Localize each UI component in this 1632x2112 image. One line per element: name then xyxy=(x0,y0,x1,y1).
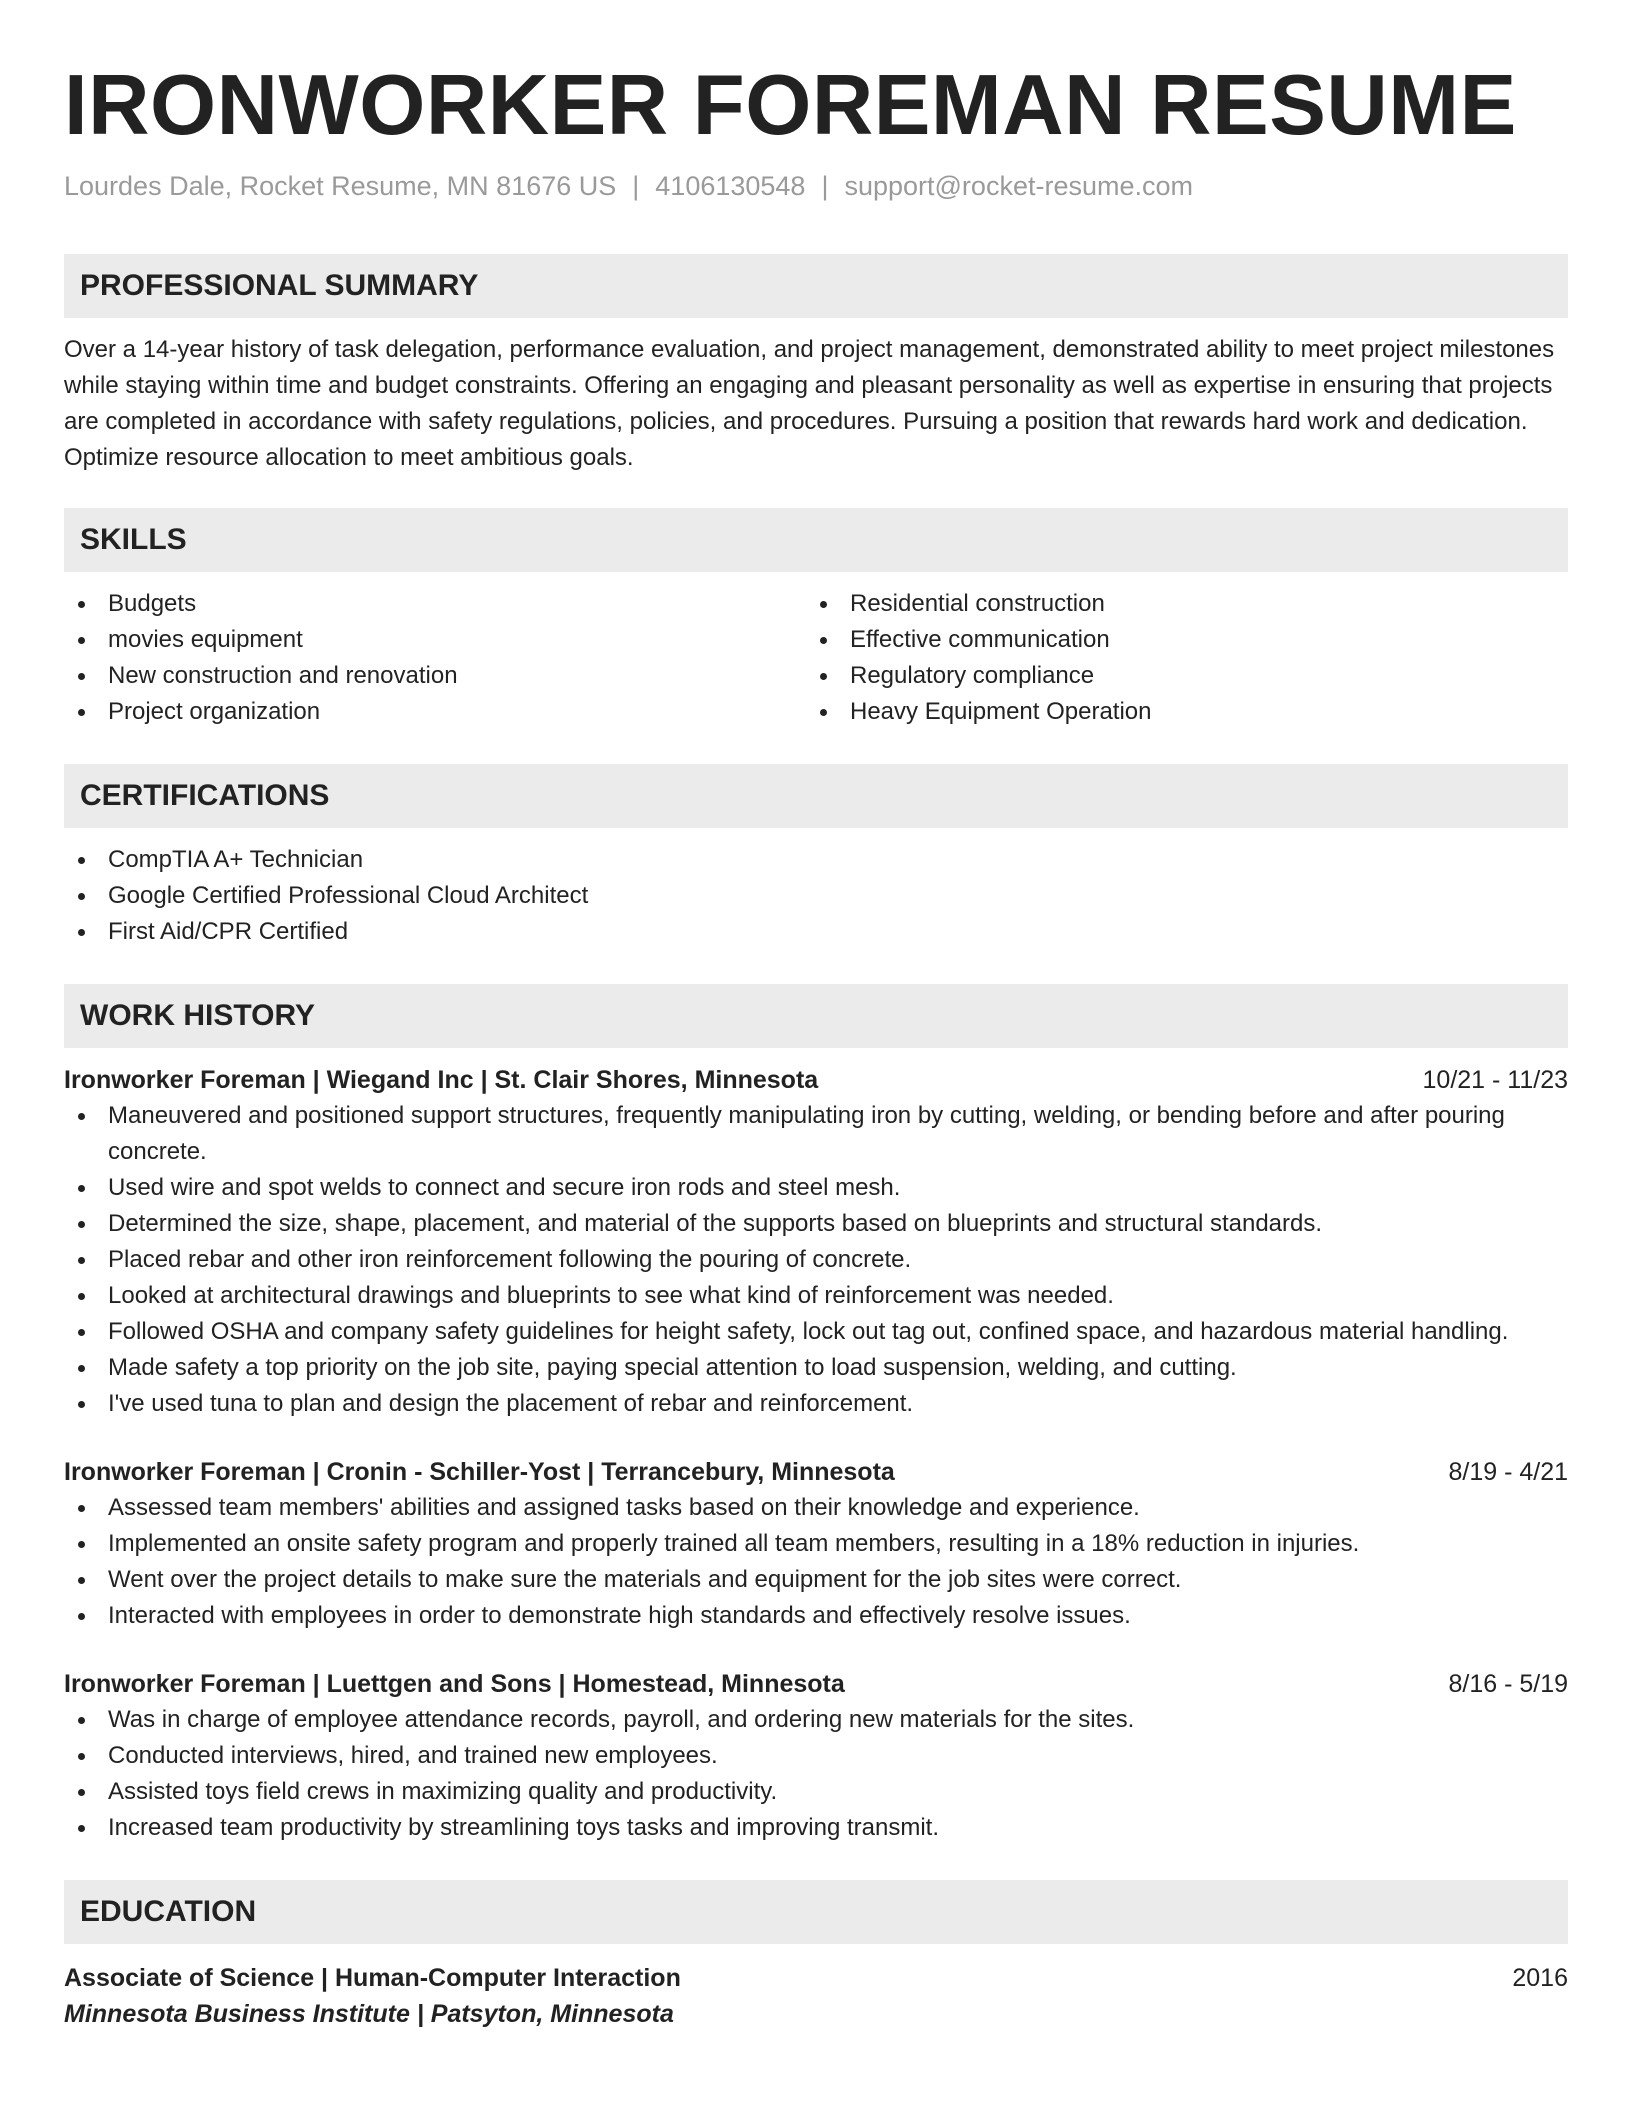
education-entry xyxy=(64,1960,1568,2032)
job-bullet: Used wire and spot welds to connect and secure iron rods and steel mesh. xyxy=(64,1170,1568,1206)
job-bullet: Assisted toys field crews in maximizing quality and productivity. xyxy=(64,1774,1568,1810)
contact-separator: | xyxy=(632,171,640,201)
skills-list-right xyxy=(806,586,1548,730)
contact-line xyxy=(64,168,1568,204)
job-title: Ironworker Foreman | Wiegand Inc | St. Clair Shores, Minnesota xyxy=(64,1066,819,1094)
section-heading-work-history: WORK HISTORY xyxy=(64,984,1568,1048)
skill-item: Project organization xyxy=(64,694,806,730)
job-bullet: Maneuvered and positioned support structures, frequently manipulating iron by cutting, welding, or bending before and after pouring concrete. xyxy=(64,1098,1568,1170)
job-bullet: Followed OSHA and company safety guidelines for height safety, lock out tag out, confined space, and hazardous material handling. xyxy=(64,1314,1568,1350)
skills-list-left xyxy=(64,586,806,730)
section-heading-education: EDUCATION xyxy=(64,1880,1568,1944)
skill-item: Effective communication xyxy=(806,622,1548,658)
job-bullet: Looked at architectural drawings and blueprints to see what kind of reinforcement was needed. xyxy=(64,1278,1568,1314)
job-bullet: Conducted interviews, hired, and trained new employees. xyxy=(64,1738,1568,1774)
job-dates: 8/16 - 5/19 xyxy=(1448,1670,1568,1698)
job-bullet: Increased team productivity by streamlining toys tasks and improving transmit. xyxy=(64,1810,1568,1846)
job-title: Ironworker Foreman | Luettgen and Sons | Homestead, Minnesota xyxy=(64,1670,845,1698)
job-entry xyxy=(64,1666,1568,1846)
certification-item: Google Certified Professional Cloud Architect xyxy=(64,878,1568,914)
skill-item: Budgets xyxy=(64,586,806,622)
certification-item: First Aid/CPR Certified xyxy=(64,914,1568,950)
job-entry xyxy=(64,1062,1568,1422)
education-degree: Associate of Science | Human-Computer Interaction xyxy=(64,1964,681,1992)
skill-item: Regulatory compliance xyxy=(806,658,1548,694)
job-bullet: Assessed team members' abilities and assigned tasks based on their knowledge and experience. xyxy=(64,1490,1568,1526)
summary-text: Over a 14-year history of task delegation, performance evaluation, and project management, demonstrated ability to meet project milestones while staying within time and budget constraints. Offering an engaging and pleasant personality as well as expertise in ensuring that projects are completed in accordance with safety regulations, policies, and procedures. Pursuing a position that rewards hard work and dedication. Optimize resource allocation to meet ambitious goals. xyxy=(64,336,1555,471)
job-bullet-list xyxy=(64,1702,1568,1846)
certification-item: CompTIA A+ Technician xyxy=(64,842,1568,878)
contact-address: Lourdes Dale, Rocket Resume, MN 81676 US xyxy=(64,171,617,201)
skill-item: Heavy Equipment Operation xyxy=(806,694,1548,730)
resume-page xyxy=(64,0,1568,2032)
contact-phone: 4106130548 xyxy=(655,171,806,201)
job-entry xyxy=(64,1454,1568,1634)
section-heading-skills: SKILLS xyxy=(64,508,1568,572)
job-title: Ironworker Foreman | Cronin - Schiller-Yost | Terrancebury, Minnesota xyxy=(64,1458,895,1486)
job-bullet: Implemented an onsite safety program and properly trained all team members, resulting in a 18% reduction in injuries. xyxy=(64,1526,1568,1562)
education-year: 2016 xyxy=(1512,1964,1568,1992)
resume-title: IRONWORKER FOREMAN RESUME xyxy=(64,58,1517,153)
job-bullet-list xyxy=(64,1098,1568,1422)
skill-item: movies equipment xyxy=(64,622,806,658)
skill-item: New construction and renovation xyxy=(64,658,806,694)
job-bullet: Went over the project details to make sure the materials and equipment for the job sites were correct. xyxy=(64,1562,1568,1598)
job-bullet: Interacted with employees in order to demonstrate high standards and effectively resolve issues. xyxy=(64,1598,1568,1634)
job-dates: 8/19 - 4/21 xyxy=(1448,1458,1568,1486)
job-header xyxy=(64,1666,1568,1702)
job-bullet: Determined the size, shape, placement, and material of the supports based on blueprints and structural standards. xyxy=(64,1206,1568,1242)
job-dates: 10/21 - 11/23 xyxy=(1422,1066,1568,1094)
skill-item: Residential construction xyxy=(806,586,1548,622)
skills-grid xyxy=(64,586,1568,730)
section-heading-certifications: CERTIFICATIONS xyxy=(64,764,1568,828)
job-bullet: I've used tuna to plan and design the placement of rebar and reinforcement. xyxy=(64,1386,1568,1422)
job-bullet: Made safety a top priority on the job site, paying special attention to load suspension, welding, and cutting. xyxy=(64,1350,1568,1386)
job-bullet-list xyxy=(64,1490,1568,1634)
job-bullet: Placed rebar and other iron reinforcement following the pouring of concrete. xyxy=(64,1242,1568,1278)
contact-separator: | xyxy=(821,171,829,201)
job-header xyxy=(64,1062,1568,1098)
job-header xyxy=(64,1454,1568,1490)
education-school: Minnesota Business Institute | Patsyton, Minnesota xyxy=(64,2000,674,2028)
contact-email: support@rocket-resume.com xyxy=(844,171,1193,201)
section-heading-summary: PROFESSIONAL SUMMARY xyxy=(64,254,1568,318)
job-bullet: Was in charge of employee attendance records, payroll, and ordering new materials for the sites. xyxy=(64,1702,1568,1738)
education-header xyxy=(64,1960,1568,1996)
certifications-list xyxy=(64,842,1568,950)
